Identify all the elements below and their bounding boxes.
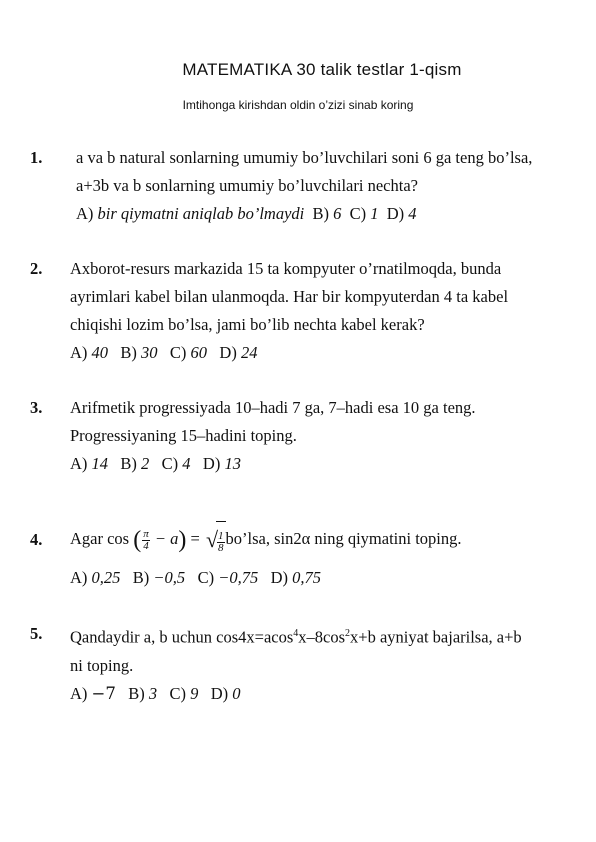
option-label: B) [312,204,329,223]
question-text-part: Qandaydir a, b uchun cos4x=acos [70,627,294,647]
answer-options [70,450,580,478]
option-label: A) [70,683,88,703]
question-number: 2. [30,259,43,278]
option-label: A) [70,568,88,588]
option-value: 60 [190,343,208,362]
question-text-suffix: bo’lsa, sin2α ning qiymatini toping. [225,529,462,548]
option-label: A) [76,204,94,223]
option-value: 3 [148,683,158,703]
option-value: 0 [232,683,241,703]
question-number: 1. [30,148,43,167]
fraction-numerator: 1 [218,529,224,542]
fraction-denominator: 4 [143,539,149,552]
option-label: B) [132,568,150,588]
option-value: −0,75 [218,568,259,588]
option-value: 4 [408,204,417,223]
close-paren: ) [178,527,187,554]
question-text-line: a+3b va b sonlarning umumiy bo’luvchilari nechta? [76,176,418,195]
square-root [206,520,226,560]
fraction-numerator: π [143,527,149,540]
question-number: 3. [30,398,43,417]
option-value: −7 [91,683,116,703]
question-number: 4. [30,530,43,549]
option-value: −0,5 [153,568,186,588]
option-label: B) [120,343,137,362]
question-text-line: ni toping. [70,655,134,675]
question-text-part: x+b ayniyat bajarilsa, a+b [350,627,522,647]
question-text-part: x–8cos [298,627,346,647]
answer-options [70,339,580,367]
option-label: C) [197,568,215,588]
fraction-denominator: 8 [218,541,224,554]
option-label: D) [202,454,221,473]
option-value: 13 [224,454,241,473]
option-value: 40 [91,343,109,362]
option-label: D) [219,343,237,362]
option-label: C) [161,454,179,473]
page-title: MATEMATIKA 30 talik testlar 1-qism [182,60,462,79]
radical-sign: √ [205,527,219,553]
radicand-fraction [217,531,225,554]
option-value: 2 [141,454,150,473]
question-text-line: a va b natural sonlarning umumiy bo’luvchilari soni 6 ga teng bo’lsa, [76,148,533,167]
question-text-line: chiqishi lozim bo’lsa, jami bo’lib nechta kabel kerak? [70,315,425,334]
option-label: A) [70,343,88,362]
option-label: A) [70,454,88,473]
answer-options [70,680,580,708]
question-text-line: Arifmetik progressiyada 10–hadi 7 ga, 7–hadi esa 10 ga teng. [70,398,476,417]
option-value: 0,25 [91,568,121,588]
equals-sign: = [190,529,200,548]
option-label: B) [120,454,137,473]
option-label: C) [169,683,186,703]
exponent: 2 [345,628,351,639]
minus-a: − a [154,529,179,548]
open-paren: ( [133,527,142,554]
page-subtitle: Imtihonga kirishdan oldin o’zizi sinab koring [182,98,414,112]
option-label: D) [210,683,229,703]
option-value: 24 [240,343,258,362]
option-value: 6 [333,204,342,223]
question-text-prefix: Agar cos [70,529,130,548]
question-text-line: ayrimlari kabel bilan ulanmoqda. Har bir kompyuterdan 4 ta kabel [70,287,509,306]
question-text-line [70,620,580,652]
option-value: 0,75 [292,568,321,588]
option-value: 9 [190,683,199,703]
option-label: D) [386,204,405,223]
option-label: C) [169,343,187,362]
answer-options [70,564,580,592]
option-value: 4 [182,454,191,473]
option-value: 30 [141,343,158,362]
fraction [142,529,150,552]
option-value: 14 [91,454,109,473]
option-value: bir qiymatni aniqlab bo’lmaydi [97,204,305,223]
question-number: 5. [30,624,43,643]
option-label: C) [349,204,367,223]
option-value: 1 [370,204,379,223]
option-label: D) [270,568,288,588]
option-label: B) [128,683,145,703]
question-text-line: Axborot-resurs markazida 15 ta kompyuter o’rnatilmoqda, bunda [70,259,502,278]
question-text-line [70,520,580,560]
answer-options [76,200,586,228]
question-text-line: Progressiyaning 15–hadini toping. [70,426,297,445]
exponent: 4 [293,628,299,639]
